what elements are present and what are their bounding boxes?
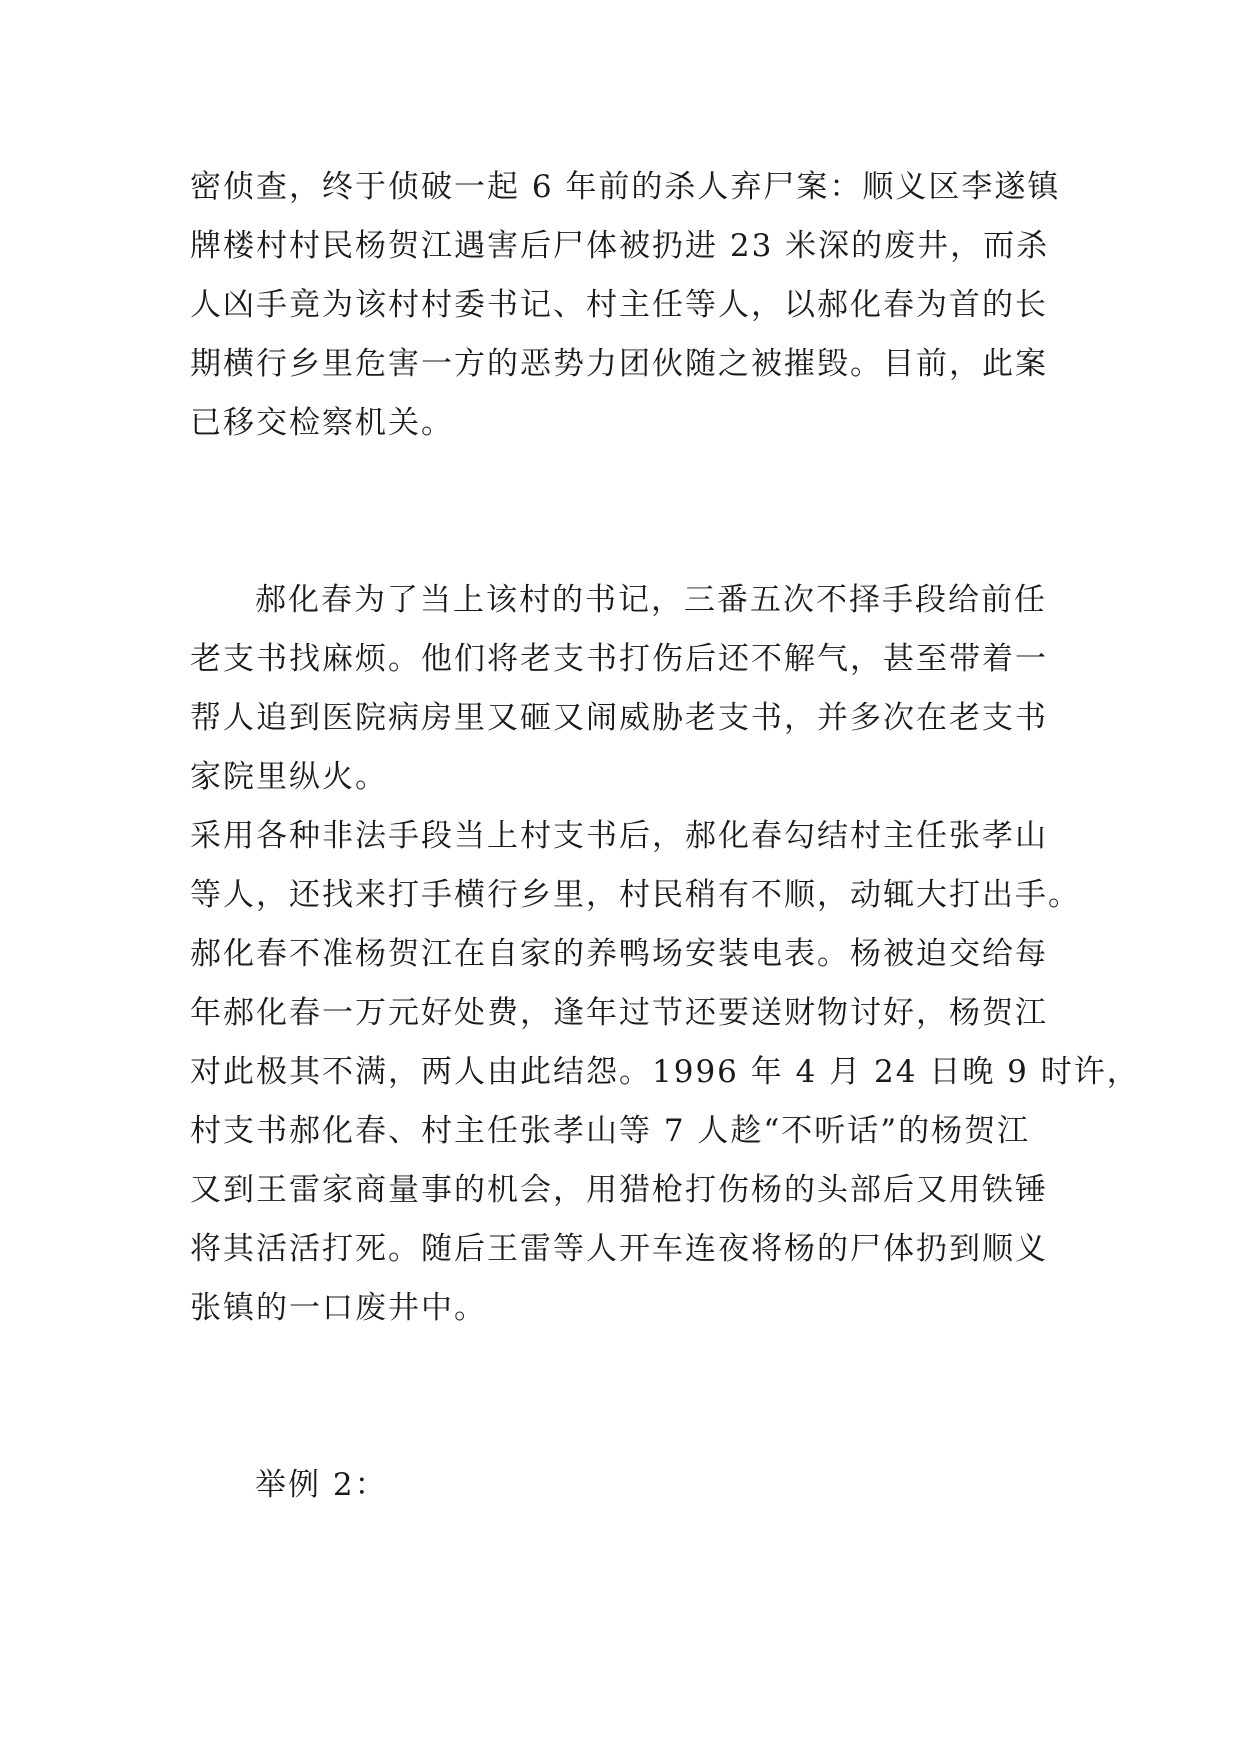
text-line: 对此极其不满，两人由此结怨。1996 年 4 月 24 日晚 9 时许，	[190, 1054, 1140, 1090]
text-line: 将其活活打死。随后王雷等人开车连夜将杨的尸体扔到顺义	[190, 1231, 1048, 1267]
text-line: 期横行乡里危害一方的恶势力团伙随之被摧毁。目前，此案	[190, 346, 1048, 382]
text-line: 年郝化春一万元好处费，逢年过节还要送财物讨好，杨贺江	[190, 995, 1048, 1031]
text-line: 郝化春为了当上该村的书记，三番五次不择手段给前任	[255, 582, 1047, 618]
text-line: 村支书郝化春、村主任张孝山等 7 人趁“不听话”的杨贺江	[190, 1113, 1031, 1149]
text-line: 张镇的一口废井中。	[190, 1290, 487, 1326]
example-heading: 举例 2：	[255, 1467, 388, 1503]
text-line: 牌楼村村民杨贺江遇害后尸体被扔进 23 米深的废井，而杀	[190, 228, 1050, 264]
text-line: 密侦查，终于侦破一起 6 年前的杀人弃尸案：顺义区李遂镇	[190, 169, 1061, 205]
text-line: 帮人追到医院病房里又砸又闹威胁老支书，并多次在老支书	[190, 700, 1048, 736]
text-line: 已移交检察机关。	[190, 405, 454, 441]
text-line: 郝化春不准杨贺江在自家的养鸭场安装电表。杨被迫交给每	[190, 936, 1048, 972]
text-line: 采用各种非法手段当上村支书后，郝化春勾结村主任张孝山	[190, 818, 1048, 854]
text-line: 人凶手竟为该村村委书记、村主任等人，以郝化春为首的长	[190, 287, 1048, 323]
text-line: 等人，还找来打手横行乡里，村民稍有不顺，动辄大打出手。	[190, 877, 1081, 913]
text-line: 家院里纵火。	[190, 759, 388, 795]
text-line: 老支书找麻烦。他们将老支书打伤后还不解气，甚至带着一	[190, 641, 1048, 677]
text-line: 又到王雷家商量事的机会，用猎枪打伤杨的头部后又用铁锤	[190, 1172, 1048, 1208]
